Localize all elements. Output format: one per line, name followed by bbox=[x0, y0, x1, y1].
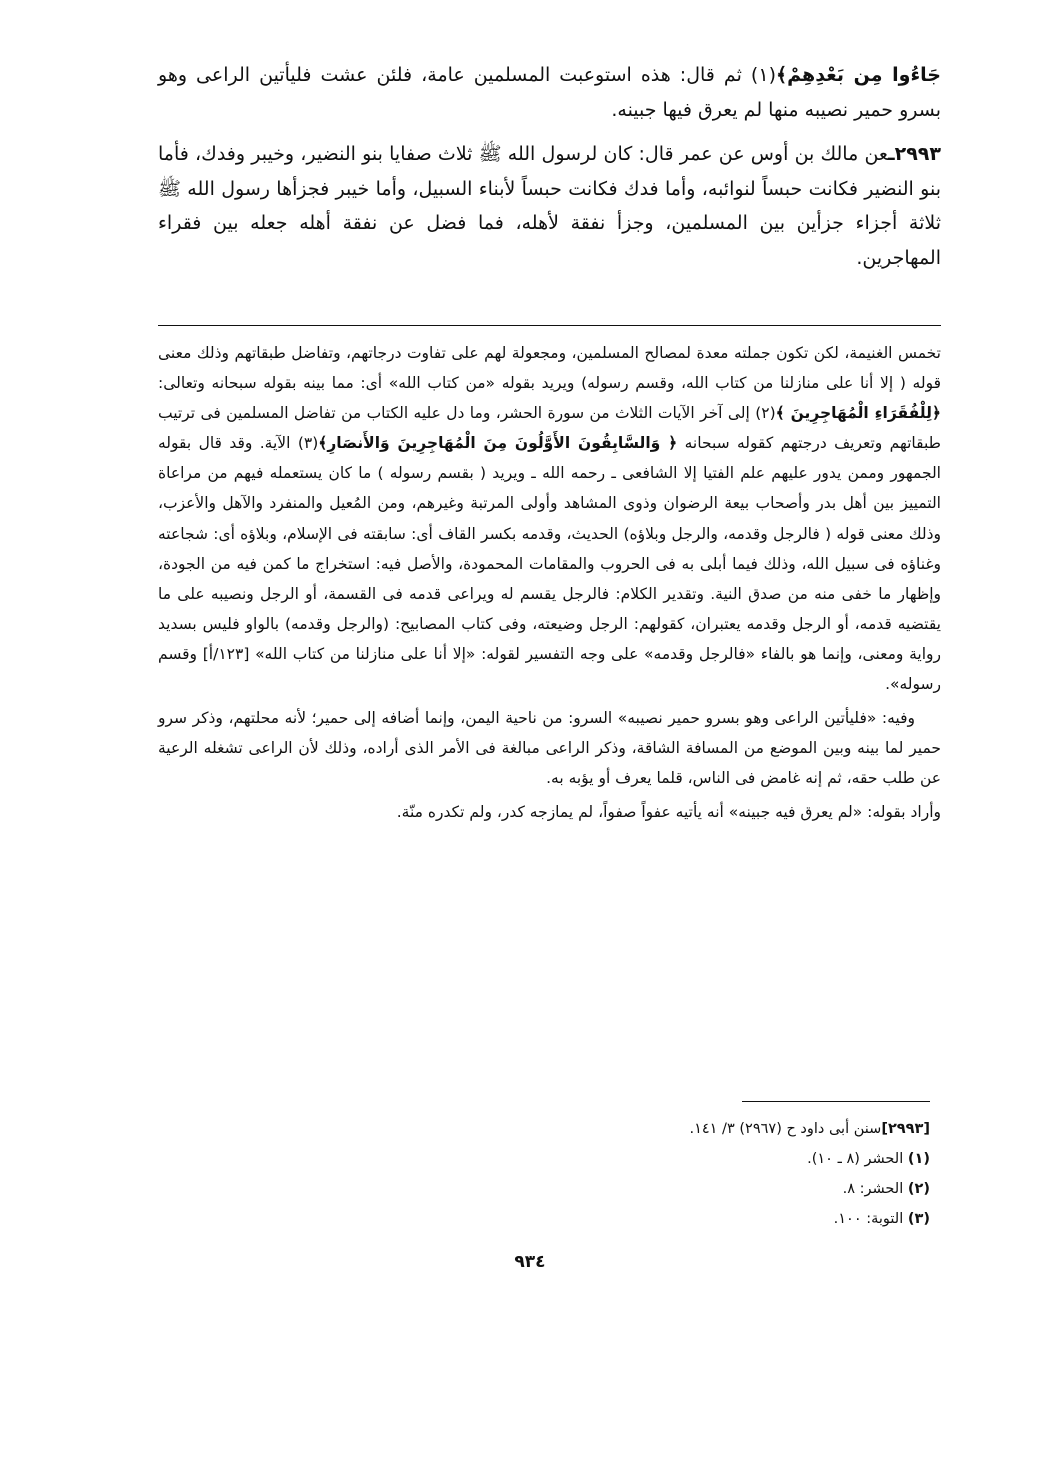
hadith-text-part-3: ثلاثة أجزاء جزأين بين المسلمين، وجزأ نفقة لأهله، فما فضل عن نفقة أهله جعله بين فقراء المهاجرين. bbox=[158, 212, 941, 269]
footnote-item bbox=[560, 1114, 930, 1144]
footnote-key: [٢٩٩٣] bbox=[881, 1121, 930, 1137]
footnote-ref-3: (٣) bbox=[297, 434, 319, 453]
hadith-text-part-2: ثلاث صفايا بنو النضير، وخيبر وفدك، فأما بنو النضير فكانت حبساً لنوائبه، وأما فدك فكانت حبساً لأبناء السبيل، وأما خيبر فجزأها رسول الله bbox=[158, 143, 941, 200]
hadith-text-part-1: عن مالك بن أوس عن عمر قال: كان لرسول الله bbox=[501, 143, 889, 165]
footnote-text: سنن أبى داود ح (٢٩٦٧) ٣/ ١٤١. bbox=[689, 1121, 882, 1137]
footnote-text: الحشر (٨ ـ ١٠). bbox=[807, 1151, 908, 1167]
hadith-number: ٢٩٩٣ bbox=[894, 143, 941, 165]
footnote-divider bbox=[742, 1101, 930, 1102]
commentary-paragraph-2: وفيه: «فليأتين الراعى وهو بسرو حمير نصيبه» السرو: من ناحية اليمن، وإنما أضافه إلى حمير؛ لأنه محلتهم، وذكر سرو حمير لما بينه وبين الموضع من المسافة الشاقة، وذكر الراعى مبالغة فى الأمر الذى أراده، وذلك لأن الراعى تشغله الرعية عن طلب حقه، ثم إنه غامض فى الناس، قلما يعرف أو يؤبه به. bbox=[158, 709, 941, 788]
commentary bbox=[158, 338, 941, 828]
quran-verse: ﴿ وَالسَّابِقُونَ الأَوَّلُونَ مِنَ الْمُهَاجِرِينَ وَالأَنصَارِ﴾ bbox=[318, 434, 678, 453]
section-divider bbox=[158, 325, 941, 326]
quran-verse: ﴿لِلْفُقَرَاءِ الْمُهَاجِرِينَ ﴾ bbox=[775, 404, 941, 423]
footnote-item bbox=[560, 1174, 930, 1204]
footnotes bbox=[560, 1114, 930, 1234]
footnote-ref-2: (٢) bbox=[755, 404, 776, 423]
page-number: ٩٣٤ bbox=[514, 1252, 546, 1272]
commentary-paragraph-1 bbox=[158, 338, 941, 699]
footnote-ref-1: (١) bbox=[750, 64, 776, 86]
footnote-key: (٣) bbox=[907, 1211, 930, 1227]
footnote-item bbox=[560, 1144, 930, 1174]
paragraph-text: ثم قال: هذه استوعبت المسلمين عامة، فلئن عشت فليأتين الراعى وهو بسرو حمير نصيبه منها لم يعرق فيها جبينه. bbox=[158, 64, 941, 121]
salutation-icon: ﷺ bbox=[478, 143, 502, 165]
hadith-2993 bbox=[158, 137, 941, 275]
footnote-text: الحشر: ٨. bbox=[842, 1181, 908, 1197]
commentary-text-part-1: تخمس الغنيمة، لكن تكون جملته معدة لمصالح المسلمين، ومجعولة لهم على تفاوت درجاتهم، وتفاضل طبقاتهم وذلك معنى قوله ( إلا أنا على منازلنا من كتاب الله، وقسم رسوله) ويريد بقوله «من كتاب الله» أى: مما بينه بقوله سبحانه وتعالى: bbox=[158, 344, 941, 393]
hadith-separator: ـ bbox=[888, 143, 895, 165]
quran-verse: جَاءُوا مِن بَعْدِهِمْ bbox=[787, 64, 941, 86]
salutation-icon: ﷺ bbox=[158, 177, 181, 200]
verse-close-bracket: ﴾ bbox=[775, 64, 788, 86]
footnote-text: التوبة: ١٠٠. bbox=[833, 1211, 908, 1227]
commentary-paragraph-3: وأراد بقوله: «لم يعرق فيه جبينه» أنه يأتيه عفواً صفواً، لم يمازجه كدر، ولم تكدره منّة. bbox=[396, 803, 941, 822]
commentary-text-part-2: إلى آخر الآيات الثلاث من سورة الحشر، وما دل عليه الكتاب من تفاضل المسلمين فى ترتيب طبقاتهم وتعريف درجتهم كقوله سبحانه bbox=[158, 404, 942, 453]
footnote-key: (١) bbox=[907, 1151, 930, 1167]
footnote-item bbox=[560, 1204, 930, 1234]
main-text bbox=[158, 58, 941, 275]
main-paragraph-1 bbox=[158, 58, 941, 127]
footnote-key: (٢) bbox=[907, 1181, 930, 1197]
commentary-text-part-3: الآية. وقد قال بقوله الجمهور وممن يدور عليهم علم الفتيا إلا الشافعى ـ رحمه الله ـ ويريد ( بقسم رسوله ) ما كان يستعمله فيهم من مراعاة التمييز بين أهل بدر وأصحاب بيعة الرضوان وذوى المشاهد وأولى المرتبة وغيرهم، ومن المُعيل والمنفرد والآهل والأعزب، وذلك معنى قوله ( فالرجل وقدمه، والرجل وبلاؤه) الحديث، وقدمه بكسر القاف أى: سابقته فى الإسلام، وبلاؤه أى: شجاعته وغناؤه فى سبيل الله، وذلك فيما أبلى به فى الحروب والمقامات المحمودة، والأصل فيه: استخراج ما كمن فيه من الجودة، وإظهار ما خفى منه من صدق النية. وتقدير الكلام: فالرجل يقسم له ويراعى قدمه فى القسمة، أو الرجل ونصيبه على ما يقتضيه قدمه، أو الرجل وقدمه يعتبران، كقولهم: الرجل وضيعته، وفى كتاب المصابيح: (والرجل وقدمه) بالواو فليس بسديد رواية ومعنى، وإنما هو بالفاء «فالرجل وقدمه» على وجه التفسير لقوله: «إلا أنا على منازلنا من كتاب الله» [١٢٣/أ] وقسم رسوله». bbox=[158, 434, 941, 694]
